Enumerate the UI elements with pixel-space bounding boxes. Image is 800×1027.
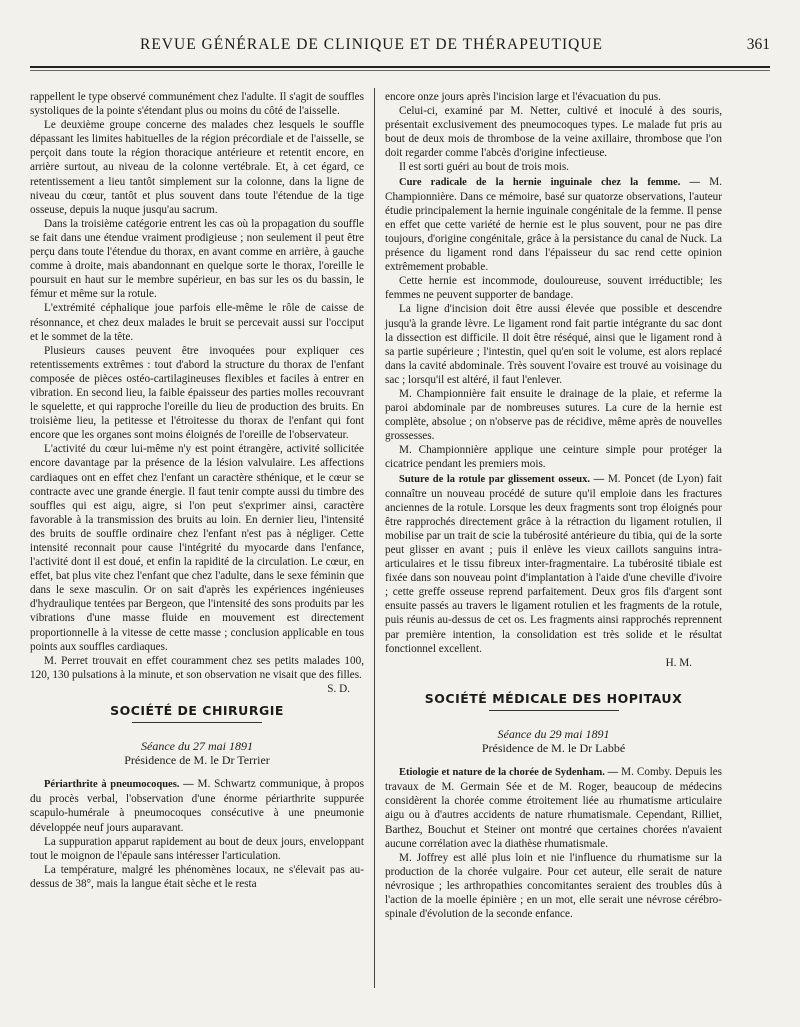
paragraph bbox=[30, 654, 364, 695]
session-date: Séance du 27 mai 1891 bbox=[141, 739, 253, 754]
column-divider bbox=[374, 88, 375, 988]
paragraph: La température, malgré les phénomènes locaux, ne s'élevait pas au-dessus de 38°, mais la langue était sèche et le resta bbox=[30, 863, 364, 890]
paragraph: Celui-ci, examiné par M. Netter, cultivé et inoculé à des souris, présentait exclusivement des pneumocoques types. Le malade fut pris au bout de deux mois de thrombose de la veine axillaire, thrombose que l'on doit regarder comme l'abcès d'origine infectieuse. bbox=[385, 105, 722, 160]
header-rule bbox=[30, 66, 770, 71]
paragraph: L'extrémité céphalique joue parfois elle-même le rôle de caisse de résonnance, et chez deux malades le bruit se percevait aussi sur l'occiput et le sommet de la tête. bbox=[30, 302, 364, 343]
paragraph-text: M. Schwartz communique, à propos du procès verbal, l'observation d'une énorme périarthrite suppurée scapulo-humérale à pneumocoques consécutive à une pneumonie développée neuf jours auparavant. bbox=[30, 778, 364, 834]
paragraph: Dans la troisième catégorie entrent les cas où la propagation du souffle se fait dans une étendue vraiment prodigieuse ; non seulement il peut être perçu dans toute l'étendue du thorax, en avant comme en arrière, à gauche comme à droite, mais abandonnant en quelque sorte le thorax, l'oreille le poursuit en haut sur le membre supérieur, en bas sur les os du bassin, le fémur et même sur la rotule. bbox=[30, 217, 364, 301]
paragraph: Il est sorti guéri au bout de trois mois. bbox=[399, 161, 569, 174]
running-head bbox=[0, 36, 800, 62]
paragraph-text: M. Championnière. Dans ce mémoire, basé sur quatorze observations, l'auteur étudie principalement la hernie inguinale congénitale de la femme. Il pense en effet que cette variété de hernie est le plus souvent, pour ne pas dire toujours, d'origine congénitale, grâce à la persistance du canal de Nuck. La présence du ligament rond dans l'épaisseur du sac rend cette opinion extrêmement probable. bbox=[385, 175, 723, 274]
section-rule bbox=[132, 722, 262, 723]
run-in-heading: Suture de la rotule par glissement osseux. — bbox=[399, 473, 605, 485]
paragraph: M. Championnière fait ensuite le drainage de la plaie, et referme la paroi abdominale par de nombreuses sutures. La cure de la hernie est complète, absolue ; on n'observe pas de récidive, même après de nouvelles grossesses. bbox=[385, 387, 722, 443]
author-initials: H. M. bbox=[665, 656, 692, 669]
section-rule bbox=[489, 710, 619, 711]
paragraph-text: M. Perret trouvait en effet couramment chez ses petits malades 100, 120, 130 pulsations à la minute, et son observation ne visait que des filles. bbox=[30, 654, 364, 681]
paragraph-text: M. Comby. Depuis les travaux de M. Germain Sée et de M. Roger, beaucoup de médecins considèrent la chorée comme étroitement liée au rhumatisme articulaire aigu ou à d'autres accidents de nature rhumatismale. Cependant, Rilliet, Barthez, Bouchut et Steiner ont montré que certaines chorées n'avaient aucune corrélation avec la diathèse rhumatismale. bbox=[385, 766, 722, 850]
run-in-heading: Cure radicale de la hernie inguinale chez la femme. — bbox=[399, 176, 700, 188]
section-heading: SOCIÉTÉ DE CHIRURGIE bbox=[110, 702, 284, 718]
paragraph: L'activité du cœur lui-même n'y est point étrangère, activité sollicitée encore davantage par la présence de la lésion valvulaire. Les affections cardiaques ont en effet chez l'enfant un caractère sthénique, et le cœur se contracte avec une grande énergie. Il faut tenir compte aussi du timbre des souffles qui est aigu, aigre, si l'on peut s'exprimer ainsi, caractère favorable à la transmission des bruits au loin. En dernier lieu, l'intensité des bruits de souffle ordinaire chez l'enfant n'est pas à négliger. Cette intensité reconnait pour cause l'intégrité du myocarde dans l'enfance, l'activité dont il est doué, et enfin la rapidité de la circulation. Le cœur, en effet, bat plus vite chez l'enfant que chez l'adulte, dans le sexe féminin que dans le sexe masculin. Or on sait d'après les expériences ingénieuses d'hydraulique tentées par Bergeon, que l'intensité des sons produits par les vibrations d'une masse fluide en mouvement est directement proportionnelle à la vitesse de cette masse ; conclusion applicable en tous points aux souffles cardiaques. bbox=[30, 443, 364, 653]
paragraph bbox=[385, 175, 722, 275]
session-president: Présidence de M. le Dr Labbé bbox=[481, 741, 626, 756]
run-in-heading: Etiologie et nature de la chorée de Sydenham. — bbox=[399, 767, 619, 779]
right-column bbox=[385, 90, 722, 921]
paragraph bbox=[385, 765, 722, 851]
author-initials: S. D. bbox=[327, 682, 350, 695]
journal-title: REVUE GÉNÉRALE DE CLINIQUE ET DE THÉRAPEUTIQUE bbox=[140, 36, 604, 53]
session-date: Séance du 29 mai 1891 bbox=[497, 726, 610, 741]
paragraph: encore onze jours après l'incision large et l'évacuation du pus. bbox=[385, 91, 661, 103]
paragraph bbox=[385, 472, 722, 656]
paragraph: La suppuration apparut rapidement au bout de deux jours, enveloppant tout le moignon de l'épaule sans intéresser l'articulation. bbox=[30, 835, 364, 862]
paragraph: Cette hernie est incommode, douloureuse, souvent irréductible; les femmes ne peuvent supporter de bandage. bbox=[385, 275, 722, 302]
paragraph: rappellent le type observé communément chez l'adulte. Il s'agit de souffles systoliques de la pointe s'étendant plus ou moins du côté de l'aisselle. bbox=[30, 91, 364, 118]
paragraph: La ligne d'incision doit être aussi élevée que possible et descendre jusqu'à la grande lèvre. Le ligament rond fait partie intégrante du sac dont la dissection est difficile. Il doit être réséqué, ainsi que le ligament rond à sa partie supérieure ; l'intestin, quel qu'en soit le volume, est alors replacé dans la cavité abdominale. Très souvent l'ovaire est trouvé au voisinage du sac ; lorsqu'il est altéré, il faut l'enlever. bbox=[385, 303, 722, 386]
section-heading: SOCIÉTÉ MÉDICALE DES HOPITAUX bbox=[424, 690, 683, 706]
paragraph: M. Joffrey est allé plus loin et nie l'influence du rhumatisme sur la production de la chorée vulgaire. Pour cet auteur, elle serait de nature névrosique ; les arthropathies concomitantes seraient des troubles dûs à l'action de la moelle épinière ; en un mot, elle serait une névrose cérébro-spinale d'évolution de la seconde enfance. bbox=[385, 851, 722, 921]
page-number: 361 bbox=[746, 36, 770, 53]
left-column bbox=[30, 90, 364, 891]
paragraph: M. Championnière applique une ceinture simple pour protéger la cicatrice pendant les premiers mois. bbox=[385, 444, 722, 471]
run-in-heading: Périarthrite à pneumocoques. — bbox=[44, 779, 194, 791]
paragraph: Le deuxième groupe concerne des malades chez lesquels le souffle dépassant les limites habituelles de la région précordiale et de l'aisselle, se perçoit dans toute la région thoracique antérieure et retentit encore, en arrière surtout, au niveau de la colonne vertébrale. Et, à cet égard, ce retentissement a lieu tantôt simplement sur la colonne, dans la ligne de niveau du cœur, tantôt et plus souvent dans toute l'étendue de la tige osseuse, depuis la nuque jusqu'au sacrum. bbox=[30, 119, 364, 216]
paragraph-text: M. Poncet (de Lyon) fait connaître un nouveau procédé de suture qu'il emploie dans les fractures anciennes de la rotule. Lorsque les deux fragments sont trop éloignés pour être rapprochés directement grâce à la rétraction du ligament rotulien, il mobilise par un trait de scie la tubérosité antérieure du tibia, qui de la sorte peut glisser en avant ; puis il enlève les vieux caillots sanguins intra-articulaires et le tissu fibreux inter-fragmentaire. La tubérosité tibiale est fixée dans son nouveau point d'implantation à l'aide d'une cheville d'ivoire ; cette greffe osseuse reprend parfaitement. Deux gros fils d'argent sont ensuite passés au travers le ligament rotulien et les fragments de la rotule, puis réunis au-dessus de cet os. Les fragments ainsi rapprochés reprennent par première intention, la consolidation est très solide et le résultat fonctionnel excellent. bbox=[385, 472, 723, 655]
paragraph bbox=[30, 777, 364, 834]
paragraph: Plusieurs causes peuvent être invoquées pour expliquer ces retentissements extrêmes : tout d'abord la structure du thorax de l'enfant composée de pièces ostéo-cartilagineuses flexibles et faciles à entrer en vibration. En second lieu, la faible épaisseur des parties molles recouvrant le squelette, et qui rapproche l'oreille du lieu de production des bruits. En troisième lieu, la petitesse et l'étroitesse du thorax de l'enfant qui font encore que les organes sont moins éloignés de l'oreille de l'observateur. bbox=[30, 344, 364, 442]
session-president: Présidence de M. le Dr Terrier bbox=[124, 753, 270, 768]
